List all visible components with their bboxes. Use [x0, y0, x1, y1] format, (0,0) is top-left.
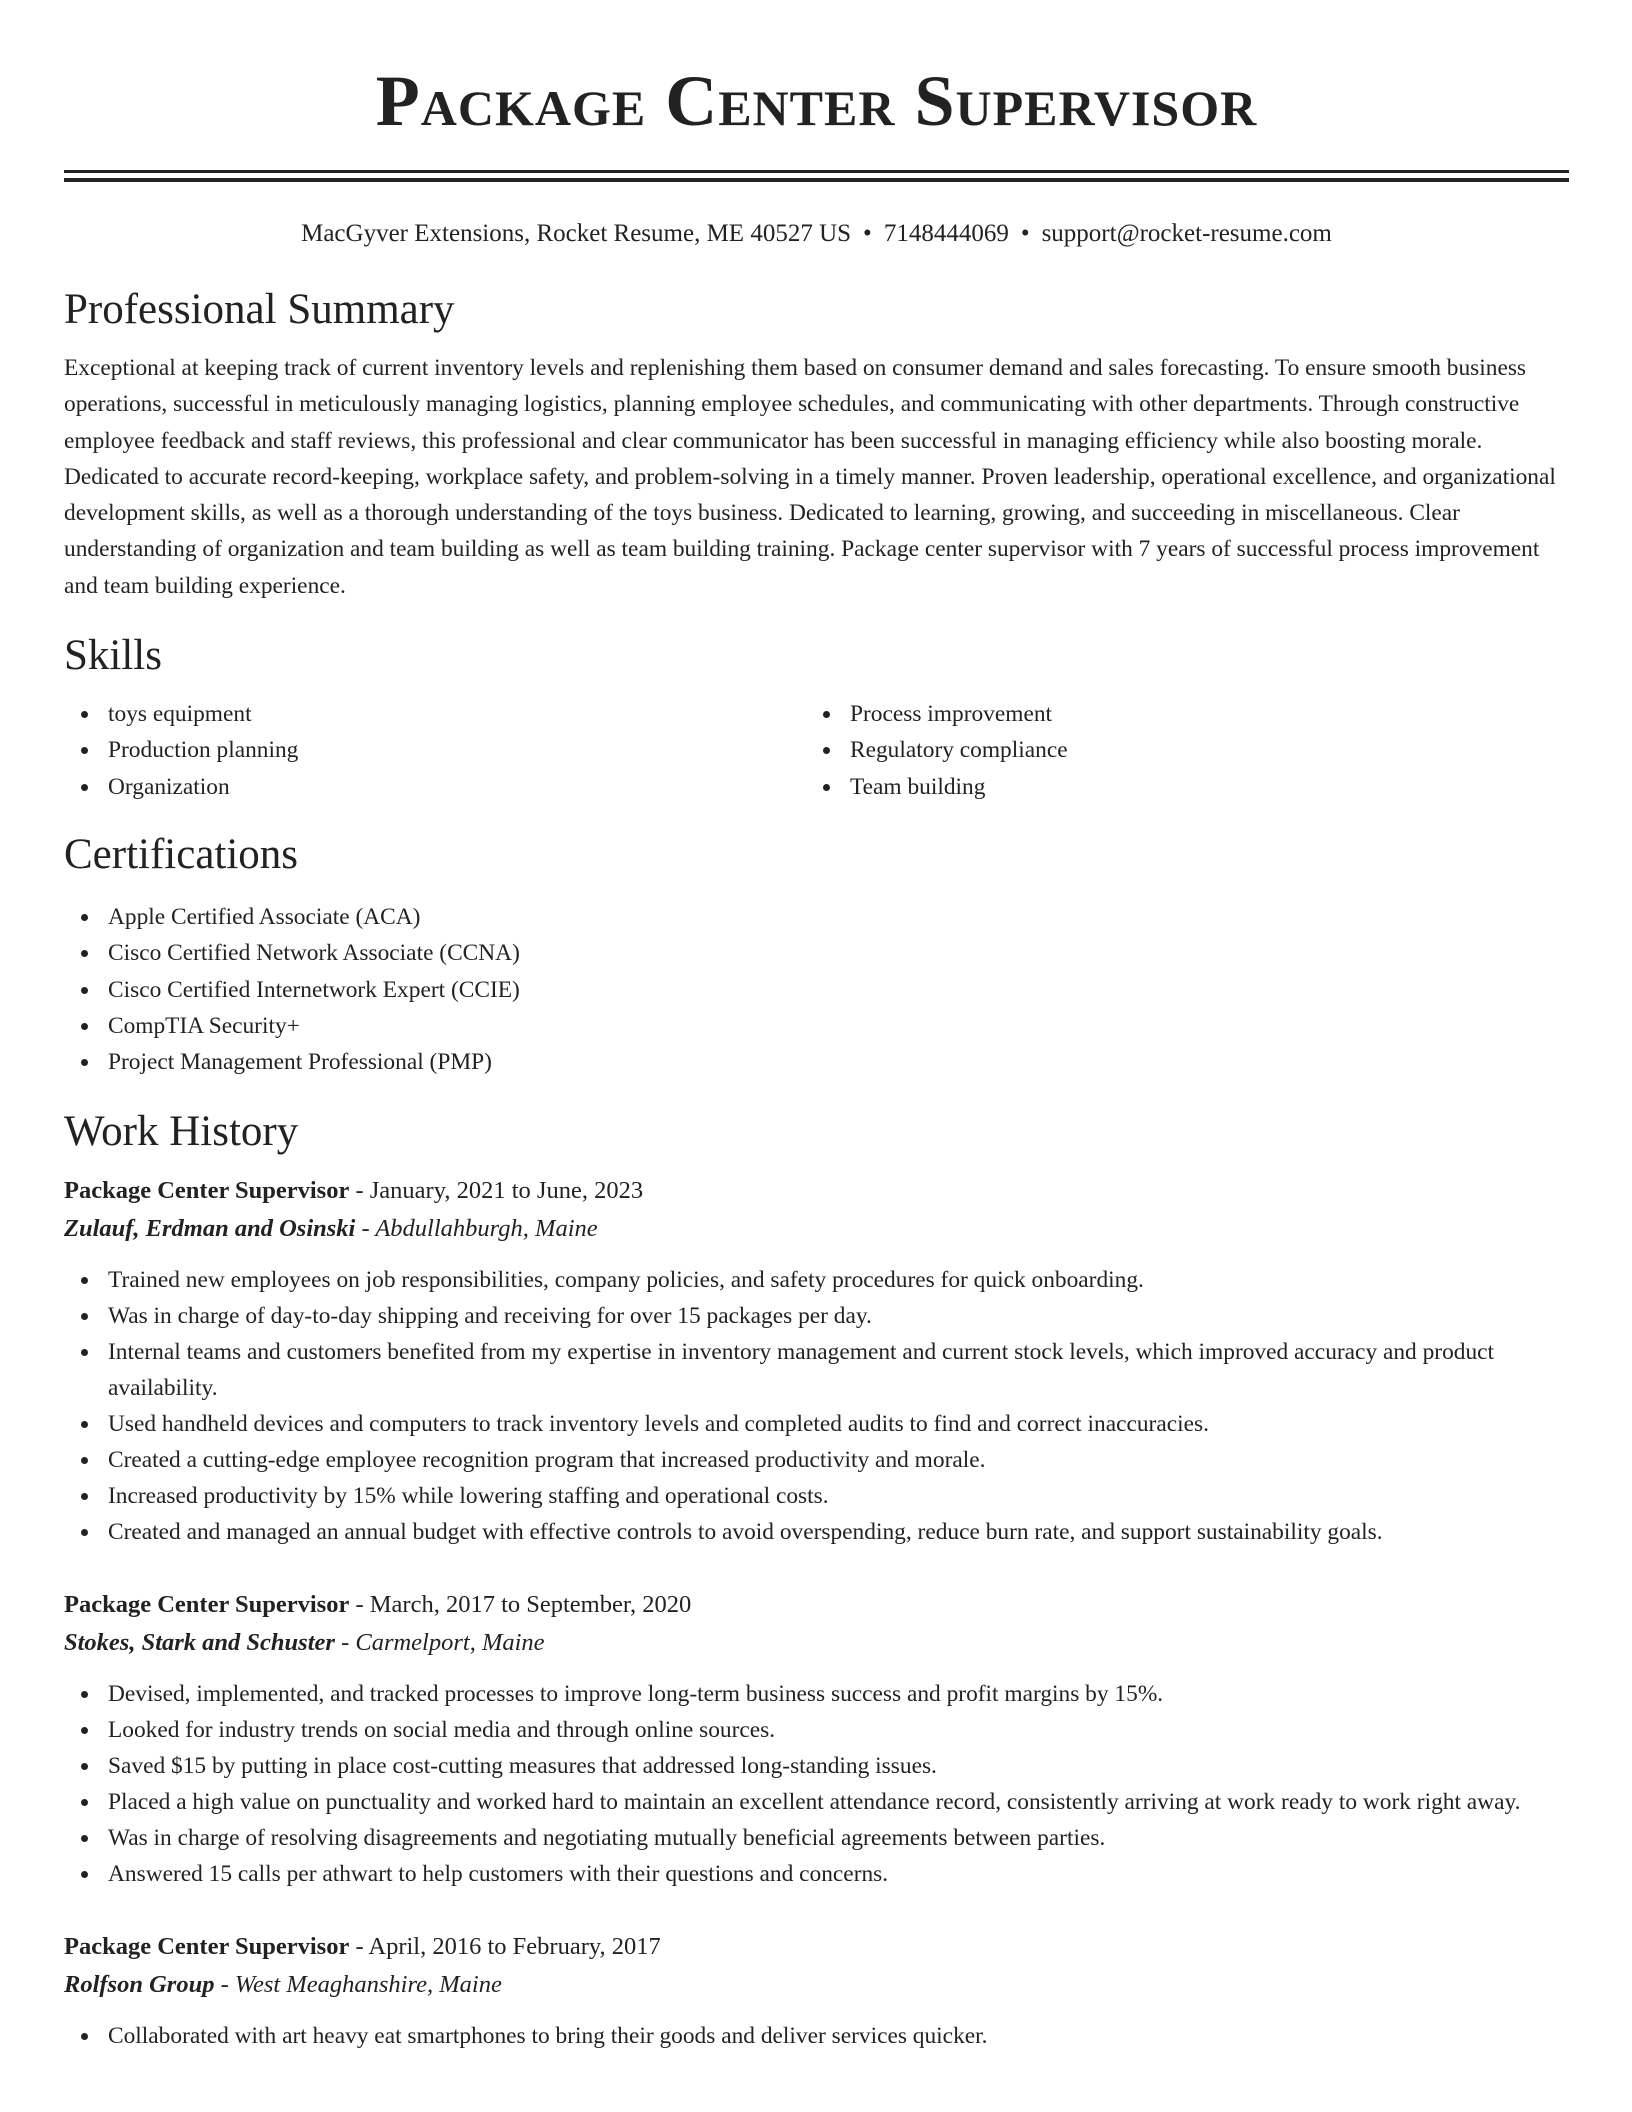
contact-email[interactable]: support@rocket-resume.com: [1041, 220, 1332, 247]
contact-phone: 7148444069: [883, 220, 1009, 247]
job-company-line: [64, 1966, 1569, 2004]
job-title: Package Center Supervisor: [64, 1591, 350, 1619]
work-history-heading: Work History: [64, 1108, 299, 1156]
job-location: - Abdullahburgh, Maine: [355, 1215, 598, 1243]
resume-title: Package Center Supervisor: [375, 61, 1258, 141]
skills-heading: Skills: [64, 632, 162, 680]
job-company: Stokes, Stark and Schuster: [64, 1629, 335, 1657]
contact-line: [64, 218, 1569, 250]
job-bullets: [64, 1262, 1569, 1550]
job-bullets: [64, 1676, 1569, 1892]
skills-list-left: [64, 696, 806, 805]
skill-item: Production planning: [64, 732, 806, 768]
skills-grid: [64, 696, 1569, 805]
summary-text: Exceptional at keeping track of current inventory levels and replenishing them based on consumer demand and sales forecasting. To ensure smooth business operations, successful in meticulously managing logistics, planning employee schedules, and communicating with other departments. Through constructive employee feedback and staff reviews, this professional and clear communicator has been successful in managing efficiency while also boosting morale. Dedicated to accurate record-keeping, workplace safety, and problem-solving in a timely manner. Proven leadership, operational excellence, and organizational development skills, as well as a thorough understanding of the toys business. Dedicated to learning, growing, and succeeding in miscellaneous. Clear understanding of organization and team building as well as team building training. Package center supervisor with 7 years of successful process improvement and team building experience.: [64, 355, 1556, 599]
job-bullet: Created and managed an annual budget with effective controls to avoid overspending, reduce burn rate, and support sustainability goals.: [64, 1514, 1569, 1550]
job-company-line: [64, 1210, 1569, 1248]
job-location: - Carmelport, Maine: [334, 1629, 545, 1657]
job-company: Zulauf, Erdman and Osinski: [64, 1215, 356, 1243]
certifications-list: [64, 899, 1569, 1080]
skill-item: Team building: [806, 769, 1548, 805]
job-entry: [64, 1172, 1569, 1550]
certification-item: CompTIA Security+: [64, 1008, 1569, 1044]
job-entry: [64, 1586, 1569, 1892]
job-bullet: Devised, implemented, and tracked processes to improve long-term business success and profit margins by 15%.: [64, 1676, 1569, 1712]
certifications-heading: Certifications: [64, 830, 299, 878]
job-bullet: Saved $15 by putting in place cost-cutting measures that addressed long-standing issues.: [64, 1748, 1569, 1784]
skill-item: Organization: [64, 769, 806, 805]
certification-item: Apple Certified Associate (ACA): [64, 899, 1569, 935]
summary-heading: Professional Summary: [64, 286, 455, 333]
contact-separator: •: [1020, 220, 1030, 247]
job-dates: - April, 2016 to February, 2017: [349, 1933, 661, 1961]
job-bullet: Placed a high value on punctuality and worked hard to maintain an excellent attendance record, consistently arriving at work ready to work right away.: [64, 1784, 1569, 1820]
job-bullets: [64, 2018, 1569, 2054]
job-title-line: [64, 1172, 1569, 1210]
job-dates: - March, 2017 to September, 2020: [349, 1591, 692, 1619]
job-spacer: [64, 1550, 1569, 1564]
job-title-line: [64, 1928, 1569, 1966]
resume-page: [64, 0, 1569, 2054]
job-title: Package Center Supervisor: [64, 1177, 350, 1205]
job-bullet: Increased productivity by 15% while lowering staffing and operational costs.: [64, 1478, 1569, 1514]
job-spacer: [64, 1892, 1569, 1906]
job-bullet: Looked for industry trends on social media and through online sources.: [64, 1712, 1569, 1748]
job-bullet: Used handheld devices and computers to track inventory levels and completed audits to find and correct inaccuracies.: [64, 1406, 1569, 1442]
job-company: Rolfson Group: [64, 1971, 215, 1999]
skills-list-right: [806, 696, 1548, 805]
job-bullet: Created a cutting-edge employee recognition program that increased productivity and morale.: [64, 1442, 1569, 1478]
skill-item: Regulatory compliance: [806, 732, 1548, 768]
certification-item: Cisco Certified Internetwork Expert (CCIE): [64, 972, 1569, 1008]
title-divider: [64, 170, 1569, 182]
job-title-line: [64, 1586, 1569, 1624]
job-company-line: [64, 1624, 1569, 1662]
job-bullet: Was in charge of day-to-day shipping and receiving for over 15 packages per day.: [64, 1298, 1569, 1334]
contact-address: MacGyver Extensions, Rocket Resume, ME 40527 US: [301, 220, 852, 247]
job-bullet: Was in charge of resolving disagreements and negotiating mutually beneficial agreements between parties.: [64, 1820, 1569, 1856]
job-dates: - January, 2021 to June, 2023: [349, 1177, 644, 1205]
skill-item: Process improvement: [806, 696, 1548, 732]
job-bullet: Collaborated with art heavy eat smartphones to bring their goods and deliver services quicker.: [64, 2018, 1569, 2054]
contact-separator: •: [863, 220, 872, 247]
job-entry: [64, 1928, 1569, 2054]
job-bullet: Answered 15 calls per athwart to help customers with their questions and concerns.: [64, 1856, 1569, 1892]
certification-item: Project Management Professional (PMP): [64, 1044, 1569, 1080]
certification-item: Cisco Certified Network Associate (CCNA): [64, 935, 1569, 971]
job-bullet: Internal teams and customers benefited from my expertise in inventory management and current stock levels, which improved accuracy and product availability.: [64, 1334, 1569, 1406]
job-location: - West Meaghanshire, Maine: [214, 1971, 502, 1999]
skill-item: toys equipment: [64, 696, 806, 732]
job-bullet: Trained new employees on job responsibilities, company policies, and safety procedures for quick onboarding.: [64, 1262, 1569, 1298]
job-title: Package Center Supervisor: [64, 1933, 350, 1961]
